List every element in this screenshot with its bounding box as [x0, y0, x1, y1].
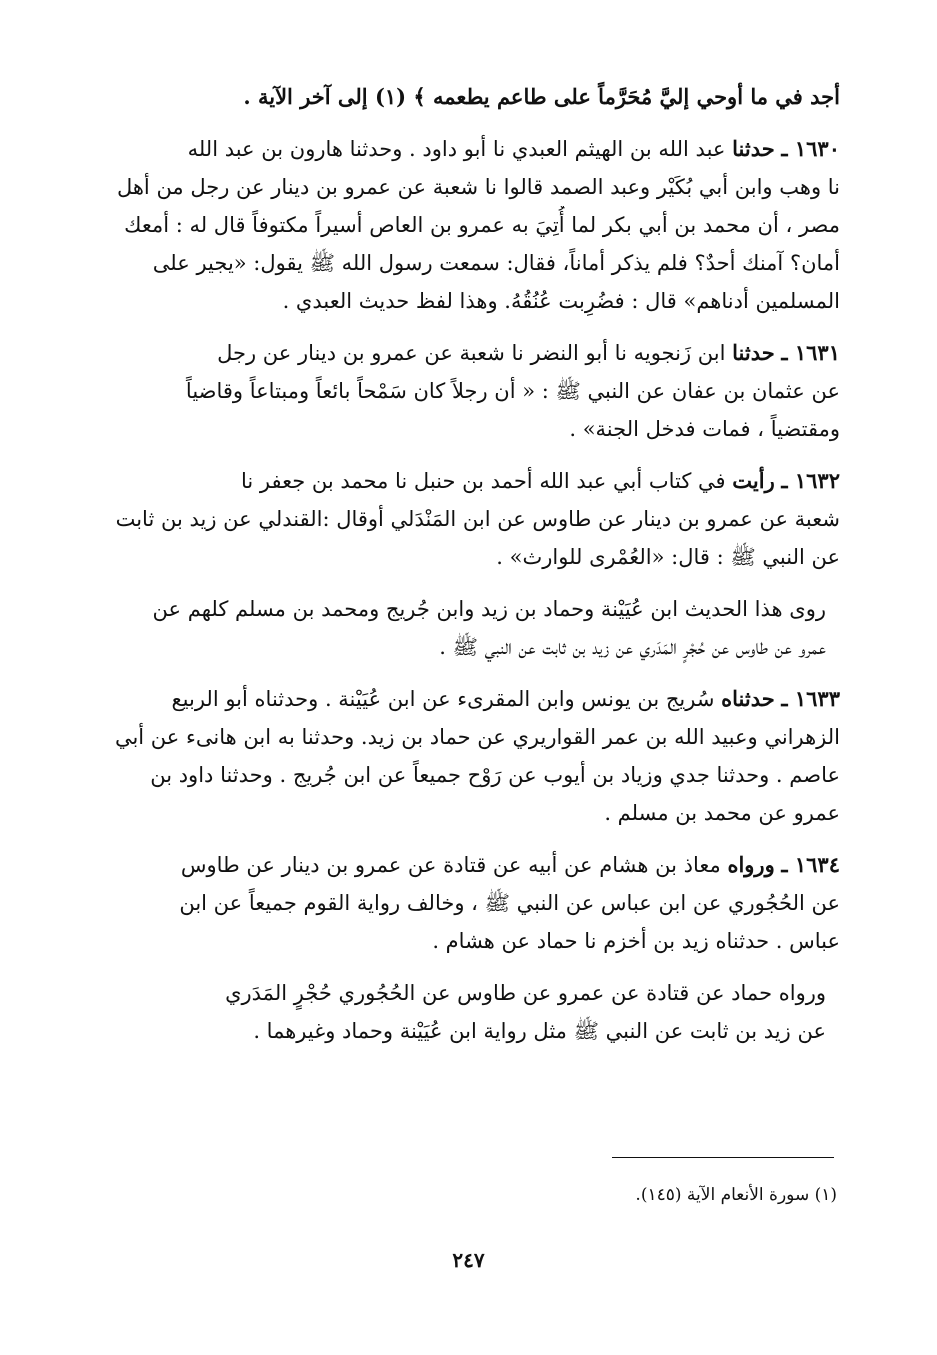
entry-keyword: حدثناه [721, 686, 775, 711]
hadith-entry-1630 [90, 130, 840, 320]
entry-number: ١٦٣١ ـ [781, 340, 840, 365]
footnote: (١) سورة الأنعام الآية (١٤٥). [635, 1185, 837, 1205]
entry-line: أمان؟ آمنك أحدٌ؟ فلم يذكر أماناً، فقال: سمعت رسول الله ﷺ يقول: «يجير على [152, 251, 840, 275]
entry-keyword: رأيت [732, 468, 775, 493]
footnote-separator [612, 1157, 834, 1158]
page-body [90, 78, 840, 1064]
entry-text: سُريج بن يونس وابن المقرىء عن ابن عُيَيْنة . وحدثناه أبو الربيع [171, 687, 715, 711]
entry-text: معاذ بن هشام عن أبيه عن قتادة عن عمرو بن دينار عن طاوس [180, 853, 721, 877]
entry-line: عاصم . وحدثنا جدي وزياد بن أيوب عن رَوْح جميعاً عن ابن جُريج . وحدثنا داود بن [150, 763, 840, 787]
page-number: ٢٤٧ [452, 1248, 485, 1272]
entry-number: ١٦٣٠ ـ [781, 136, 840, 161]
entry-line: عن النبي ﷺ : قال: «العُمْرى للوارث» . [496, 545, 840, 569]
entry-line [90, 680, 840, 718]
entry-number: ١٦٣٤ ـ [781, 852, 840, 877]
entry-line: عن الحُجُوري عن ابن عباس عن النبي ﷺ ، وخالف رواية القوم جميعاً عن ابن [179, 891, 840, 915]
hadith-entry-1631 [90, 334, 840, 448]
entry-line: مصر ، أن محمد بن أبي بكر لما أُتِيَ به عمرو بن العاص أسيراً مكتوفاً قال له : أمعك [124, 213, 840, 237]
entry-line: ومقتضياً ، فمات فدخل الجنة» . [569, 417, 840, 441]
entry-line: الزهراني وعبيد الله بن عمر القواريري عن حماد بن زيد. وحدثنا به ابن هانىء عن أبي [114, 725, 840, 749]
entry-line: المسلمين أدناهم» قال : فضُرِبت عُنُقُهُ. وهذا لفظ حديث العبدي . [282, 289, 840, 313]
entry-line: شعبة عن عمرو بن دينار عن طاوس عن ابن المَنْدَلي أوقال :القندلي عن زيد بن ثابت [115, 507, 840, 531]
intro-paragraph [90, 78, 840, 116]
entry-line [90, 334, 840, 372]
entry-line: عباس . حدثناه زيد بن أخزم نا حماد عن هشام . [432, 929, 840, 953]
hadith-entry-1634 [90, 846, 840, 960]
note-line: روى هذا الحديث ابن عُيَيْنة وحماد بن زيد وابن جُريج ومحمد بن مسلم كلهم عن [152, 597, 826, 621]
entry-keyword: حدثنا [732, 340, 775, 365]
entry-line: عن عثمان بن عفان عن النبي ﷺ : « أن رجلاً كان سَمْحاً بائعاً ومبتاعاً وقاضياً [185, 379, 840, 403]
entry-line: عمرو عن محمد بن مسلم . [604, 801, 840, 825]
note-after-1632 [90, 590, 840, 666]
note-line: عن زيد بن ثابت عن النبي ﷺ مثل رواية ابن عُيَيْنة وحماد وغيرهما . [253, 1019, 826, 1043]
entry-line: نا وهب وابن أبي بُكَيْر وعبد الصمد قالوا نا شعبة عن عمرو بن دينار عن رجل من أهل [116, 175, 840, 199]
entry-keyword: ورواه [727, 852, 775, 877]
entry-line [90, 130, 840, 168]
intro-line: أجد في ما أوحي إليَّ مُحَرَّماً على طاعم يطعمه ﴾ (١) إلى آخر الآية . [243, 84, 840, 109]
entry-text: ابن زَنجويه نا أبو النضر نا شعبة عن عمرو بن دينار عن رجل [217, 341, 726, 365]
entry-line [90, 846, 840, 884]
note-line: ورواه حماد عن قتادة عن عمرو عن طاوس عن الحُجُوري حُجْرٍ المَدَري [225, 981, 826, 1005]
note-line: عمرو عن طاوس عن حُجْرٍ المَدَري عن زيد بن ثابت عن النبي ﷺ . [439, 635, 826, 659]
entry-text: عبد الله بن الهيثم العبدي نا أبو داود . وحدثنا هارون بن عبد الله [187, 137, 726, 161]
entry-number: ١٦٣٢ ـ [781, 468, 840, 493]
entry-number: ١٦٣٣ ـ [781, 686, 840, 711]
hadith-entry-1633 [90, 680, 840, 832]
hadith-entry-1632 [90, 462, 840, 576]
note-after-1634 [90, 974, 840, 1050]
entry-text: في كتاب أبي عبد الله أحمد بن حنبل نا محمد بن جعفر نا [240, 469, 726, 493]
entry-line [90, 462, 840, 500]
entry-keyword: حدثنا [732, 136, 775, 161]
